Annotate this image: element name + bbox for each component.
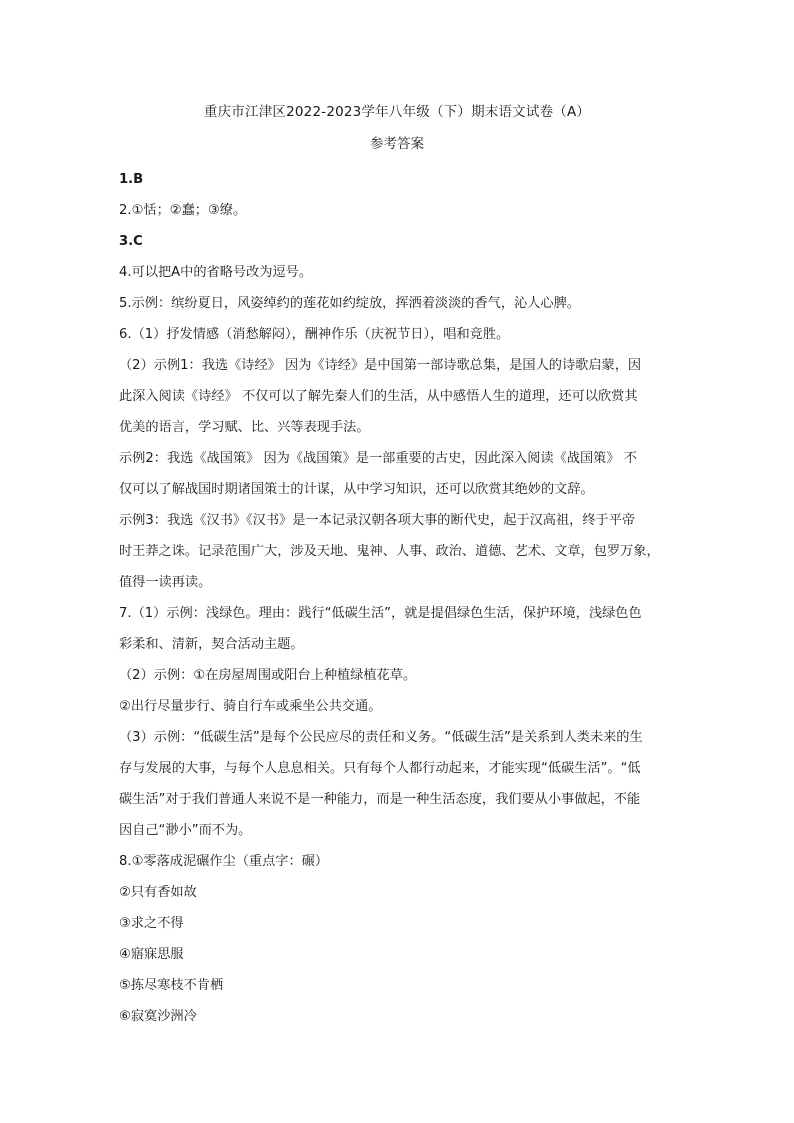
answer-line: 2.①恬；②蠢；③缭。 <box>119 203 247 218</box>
document-subtitle: 参考答案 <box>370 136 424 152</box>
answer-line: 因自己“渺小”而不为。 <box>119 823 252 838</box>
answer-line: 存与发展的大事，与每个人息息相关。只有每个人都行动起来，才能实现“低碳生活”。“低 <box>119 761 641 776</box>
answer-line: 4.可以把A中的省略号改为逗号。 <box>119 265 313 280</box>
answer-line: （2）示例：①在房屋周围或阳台上种植绿植花草。 <box>119 668 417 683</box>
answer-line: 值得一读再读。 <box>119 575 212 590</box>
document-title: 重庆市江津区2022-2023学年八年级（下）期末语文试卷（A） <box>203 104 591 120</box>
answer-line: 7.（1）示例：浅绿色。理由：践行“低碳生活”，就是提倡绿色生活，保护环境，浅绿色色 <box>119 606 642 621</box>
answer-line: ②只有香如故 <box>119 885 197 900</box>
answer-line: 时王莽之诛。记录范围广大，涉及天地、鬼神、人事、政治、道德、艺术、文章，包罗万象， <box>119 544 660 559</box>
answer-line: 仅可以了解战国时期诸国策士的计谋，从中学习知识，还可以欣赏其绝妙的文辞。 <box>119 482 594 497</box>
answer-line: 1.B <box>119 172 144 187</box>
answer-line: 示例2：我选《战国策》 因为《战国策》是一部重要的古史，因此深入阅读《战国策》 不 <box>119 451 637 466</box>
answer-line: （2）示例1：我选《诗经》 因为《诗经》是中国第一部诗歌总集，是国人的诗歌启蒙，因 <box>119 358 642 373</box>
answer-line: ⑤拣尽寒枝不肯栖 <box>119 978 224 993</box>
answer-line: ②出行尽量步行、骑自行车或乘坐公共交通。 <box>119 699 382 714</box>
answer-line: 彩柔和、清新，契合活动主题。 <box>119 637 304 652</box>
answer-list <box>119 164 677 1032</box>
answer-line: 优美的语言，学习赋、比、兴等表现手法。 <box>119 420 370 435</box>
answer-line: 3.C <box>119 234 143 249</box>
answer-line: ⑥寂寞沙洲冷 <box>119 1009 197 1024</box>
answer-line: （3）示例：“低碳生活”是每个公民应尽的责任和义务。“低碳生活”是关系到人类未来的生 <box>119 730 643 745</box>
answer-line: 5.示例：缤纷夏日，风姿绰约的莲花如约绽放，挥洒着淡淡的香气，沁人心脾。 <box>119 296 580 311</box>
answer-line: ④寤寐思服 <box>119 947 184 962</box>
answer-line: 碳生活”对于我们普通人来说不是一种能力，而是一种生活态度，我们要从小事做起，不能 <box>119 792 641 807</box>
answer-line: 8.①零落成泥碾作尘（重点字：碾） <box>119 854 329 869</box>
answer-line: 此深入阅读《诗经》 不仅可以了解先秦人们的生活，从中感悟人生的道理，还可以欣赏其 <box>119 389 638 404</box>
answer-line: ③求之不得 <box>119 916 184 931</box>
answer-line: 示例3：我选《汉书》《汉书》是一本记录汉朝各项大事的断代史，起于汉高祖，终于平帝 <box>119 513 636 528</box>
answer-line: 6.（1）抒发情感（消愁解闷），酬神作乐（庆祝节日），唱和竞胜。 <box>119 327 510 342</box>
